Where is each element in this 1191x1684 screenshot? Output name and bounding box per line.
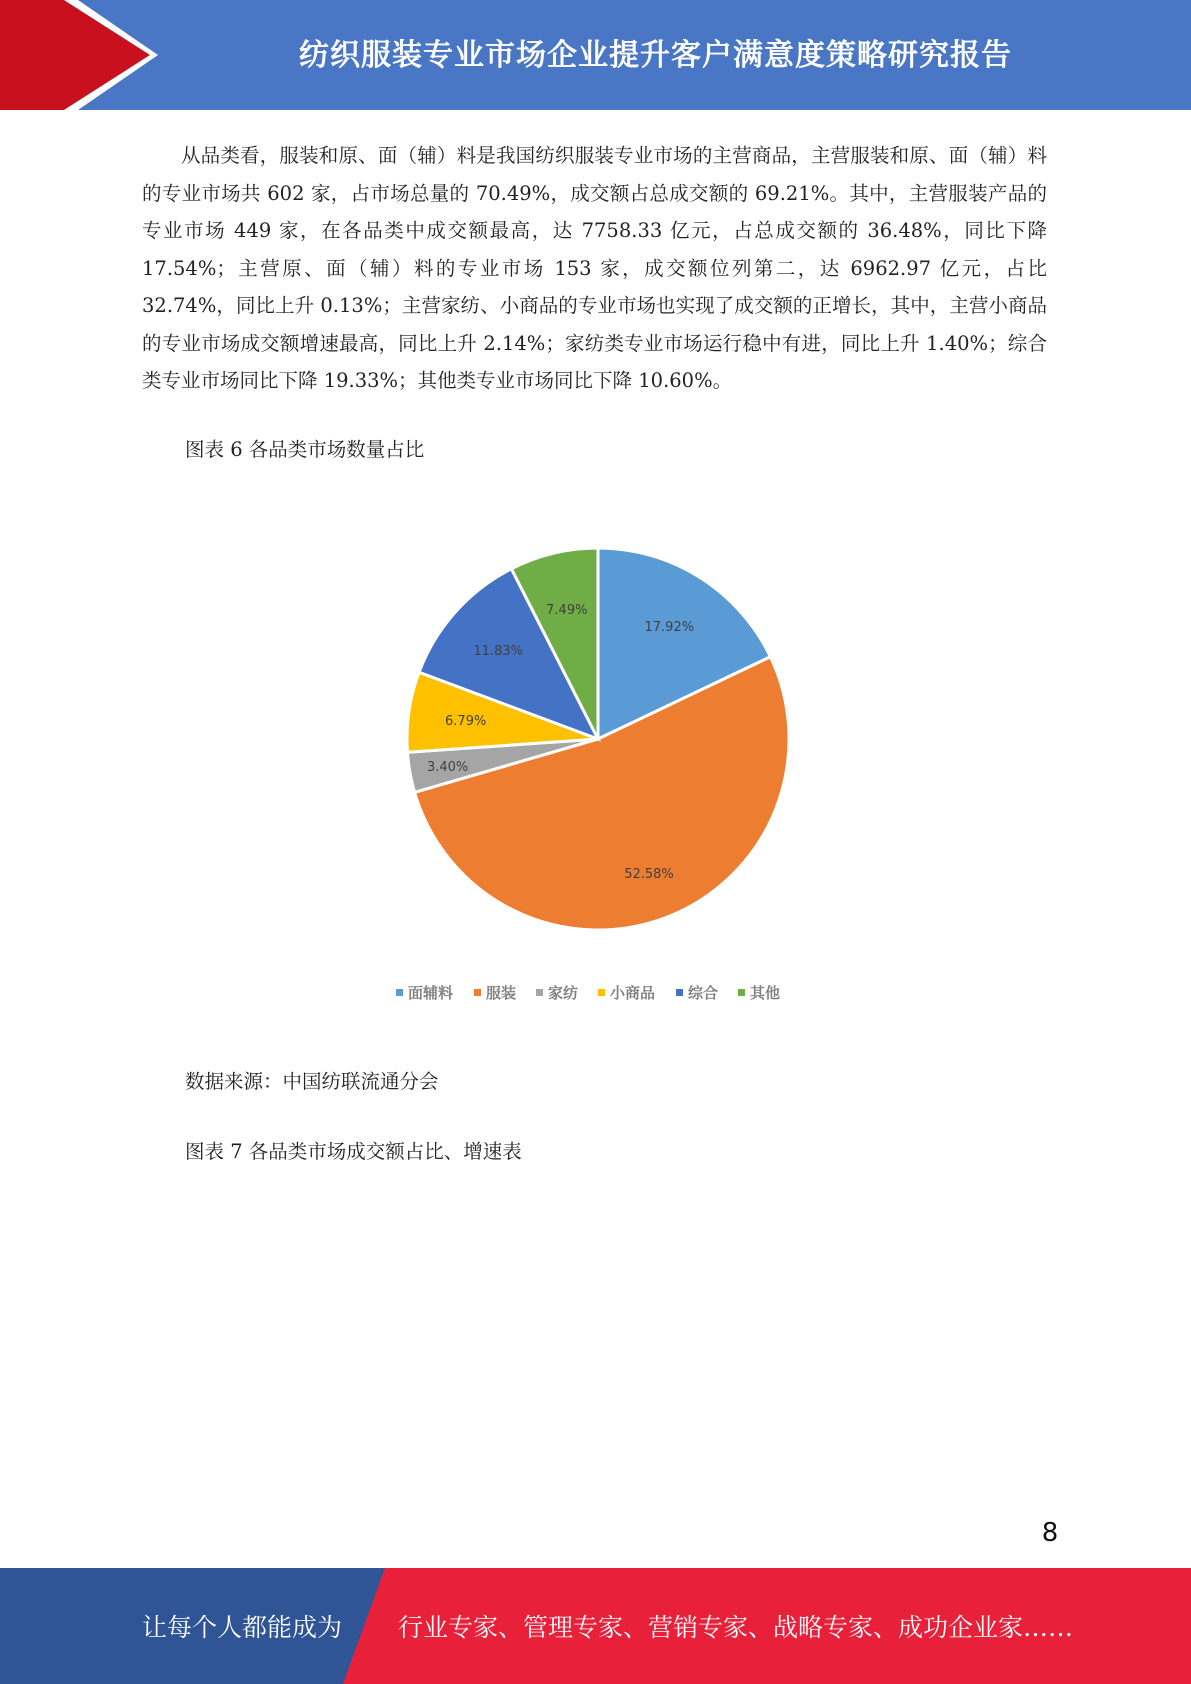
legend-swatch-1 xyxy=(396,989,403,996)
legend-swatch-4 xyxy=(598,989,605,996)
legend-label-5: 综合 xyxy=(688,984,719,1002)
body-paragraph: 从品类看，服装和原、面（辅）料是我国纺织服装专业市场的主营商品，主营服装和原、面（辅）料的专业市场共 602 家，占市场总量的 70.49%，成交额占总成交额的 69.21%。其中，主营服装产品的专业市场 449 家，在各品类中成交额最高，达 7758.33 亿元，占总成交额的 36.48%，同比下降 17.54%；主营原、面（辅）料的专业市场 153 家，成交额位列第二，达 6962.97 亿元，占比 32.74%，同比上升 0.13%；主营家纺、小商品的专业市场也实现了成交额的正增长，其中，主营小商品的专业市场成交额增速最高，同比上升 2.14%；家纺类专业市场运行稳中有进，同比上升 1.40%；综合类专业市场同比下降 19.33%；其他类专业市场同比下降 10.60%。 xyxy=(142,144,1047,392)
figure-6-caption: 图表 6 各品类市场数量占比 xyxy=(185,438,425,461)
footer-slogan-left: 让每个人都能成为 xyxy=(142,1613,343,1642)
pie-data-label-3: 3.40% xyxy=(426,759,469,775)
legend-label-4: 小商品 xyxy=(610,984,656,1002)
page-header xyxy=(0,0,1191,110)
legend-swatch-3 xyxy=(536,989,543,996)
page-footer xyxy=(0,1568,1191,1684)
pie-data-label-4: 6.79% xyxy=(445,713,487,729)
pie-data-label-6: 7.49% xyxy=(546,603,588,618)
legend-label-2: 服装 xyxy=(486,984,517,1002)
legend-label-3: 家纺 xyxy=(548,984,579,1002)
data-source: 数据来源：中国纺联流通分会 xyxy=(185,1070,439,1093)
legend-label-1: 面辅料 xyxy=(408,984,454,1002)
legend-swatch-5 xyxy=(676,989,683,996)
footer-slogan-right: 行业专家、管理专家、营销专家、战略专家、成功企业家…… xyxy=(398,1613,1074,1642)
page-number: 8 xyxy=(1041,1518,1059,1548)
legend-label-6: 其他 xyxy=(750,984,781,1002)
pie-data-label-5: 11.83% xyxy=(473,644,523,659)
legend-swatch-2 xyxy=(474,989,481,996)
pie-chart xyxy=(0,520,1191,1030)
figure-7-caption: 图表 7 各品类市场成交额占比、增速表 xyxy=(185,1140,522,1163)
report-title: 纺织服装专业市场企业提升客户满意度策略研究报告 xyxy=(299,38,1012,73)
legend-swatch-6 xyxy=(738,989,745,996)
pie-data-label-2: 52.58% xyxy=(624,866,674,882)
header-arrow-decoration xyxy=(0,0,180,110)
pie-data-label-1: 17.92% xyxy=(644,619,695,635)
